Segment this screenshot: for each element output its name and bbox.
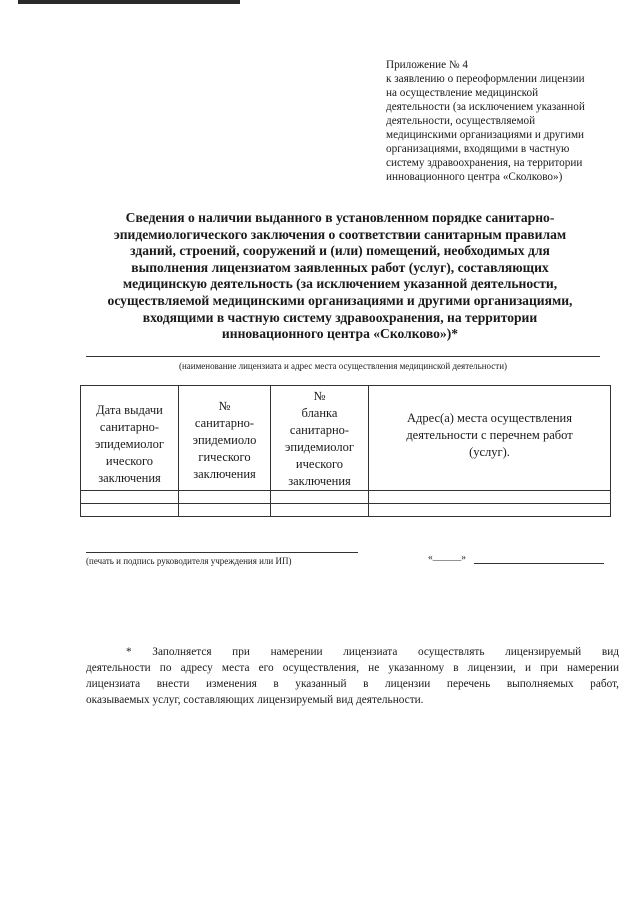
header-text: санитарно-: [99, 420, 160, 434]
header-text: эпидемиоло: [192, 433, 257, 447]
header-text: №: [218, 399, 231, 413]
appendix-line: инновационного центра «Сколково»): [386, 171, 563, 183]
footnote-line: оказываемых услуг, составляющих лицензируемый вид деятельности.: [86, 694, 424, 706]
table-cell[interactable]: [271, 491, 369, 504]
title-line: инновационного центра «Сколково»)*: [221, 326, 459, 342]
title-line: зданий, строений, сооружений и (или) помещений, необходимых для: [130, 243, 550, 259]
header-text: санитарно-: [289, 423, 350, 437]
header-text: (услуг).: [469, 445, 510, 459]
header-text: заключения: [98, 471, 161, 485]
title-line: медицинскую деятельность (за исключением указанной деятельности,: [122, 276, 558, 292]
footnote-line: деятельности по адресу места его осуществления, не указанному в лицензии, и при намерении: [86, 662, 619, 674]
footnote: [86, 644, 619, 708]
header-address: [369, 386, 611, 491]
date-day-placeholder: «______»: [428, 553, 466, 563]
header-text: бланка: [301, 406, 338, 420]
title-line: осуществляемой медицинскими организациями и другими организациями,: [107, 292, 573, 308]
header-text: заключения: [288, 474, 351, 488]
header-text: заключения: [193, 467, 256, 481]
date-month-year-line: [474, 563, 604, 564]
header-text: деятельности с перечнем работ: [406, 428, 573, 442]
header-text: санитарно-: [194, 416, 255, 430]
title-line: выполнения лицензиатом заявленных работ (услуг), составляющих: [131, 259, 549, 275]
table-cell[interactable]: [271, 504, 369, 517]
appendix-line: Приложение № 4: [386, 59, 468, 71]
document-title: [70, 210, 610, 343]
appendix-line: медицинскими организациями и другими: [386, 129, 585, 141]
appendix-line: к заявлению о переоформлении лицензии: [386, 73, 585, 85]
conclusion-table: [80, 385, 611, 517]
licensee-name-field-line[interactable]: [86, 356, 600, 357]
appendix-line: организациями, входящими в частную: [386, 143, 570, 155]
date-field[interactable]: [428, 553, 618, 564]
header-text: Адрес(а) места осуществления: [407, 411, 572, 425]
scan-edge-mark: [18, 0, 240, 4]
header-conclusion-number: [179, 386, 271, 491]
table-row: [81, 491, 611, 504]
footnote-line: * Заполняется при намерении лицензиата осуществлять лицензируемый вид: [126, 646, 619, 658]
footnote-line: лицензиата внести изменения в указанный в лицензии перечень выполняемых работ,: [86, 678, 619, 690]
header-text: №: [313, 389, 326, 403]
header-text: Дата выдачи: [96, 403, 163, 417]
appendix-header: [386, 58, 626, 184]
header-form-number: [271, 386, 369, 491]
title-line: эпидемиологического заключения о соответствии санитарным правилам: [113, 226, 567, 242]
signature-caption: (печать и подпись руководителя учреждения или ИП): [86, 556, 292, 566]
table-cell[interactable]: [369, 491, 611, 504]
table-cell[interactable]: [369, 504, 611, 517]
table-cell[interactable]: [81, 491, 179, 504]
appendix-line: систему здравоохранения, на территории: [386, 157, 583, 169]
signature-field-line[interactable]: [86, 552, 358, 553]
licensee-name-caption: (наименование лицензиата и адрес места осуществления медицинской деятельности): [178, 361, 508, 371]
header-text: гического: [198, 450, 251, 464]
title-line: входящими в частную систему здравоохранения, на территории: [142, 309, 538, 325]
header-text: ического: [295, 457, 344, 471]
table-row: [81, 504, 611, 517]
title-line: Сведения о наличии выданного в установленном порядке санитарно-: [125, 210, 555, 225]
appendix-line: на осуществление медицинской: [386, 87, 539, 99]
table-cell[interactable]: [179, 504, 271, 517]
table-header-row: [81, 386, 611, 491]
header-issue-date: [81, 386, 179, 491]
header-text: эпидемиолог: [285, 440, 354, 454]
header-text: ического: [105, 454, 154, 468]
appendix-line: деятельности (за исключением указанной: [386, 101, 585, 113]
table-cell[interactable]: [81, 504, 179, 517]
table-cell[interactable]: [179, 491, 271, 504]
header-text: эпидемиолог: [95, 437, 164, 451]
appendix-line: деятельности, осуществляемой: [386, 115, 536, 127]
